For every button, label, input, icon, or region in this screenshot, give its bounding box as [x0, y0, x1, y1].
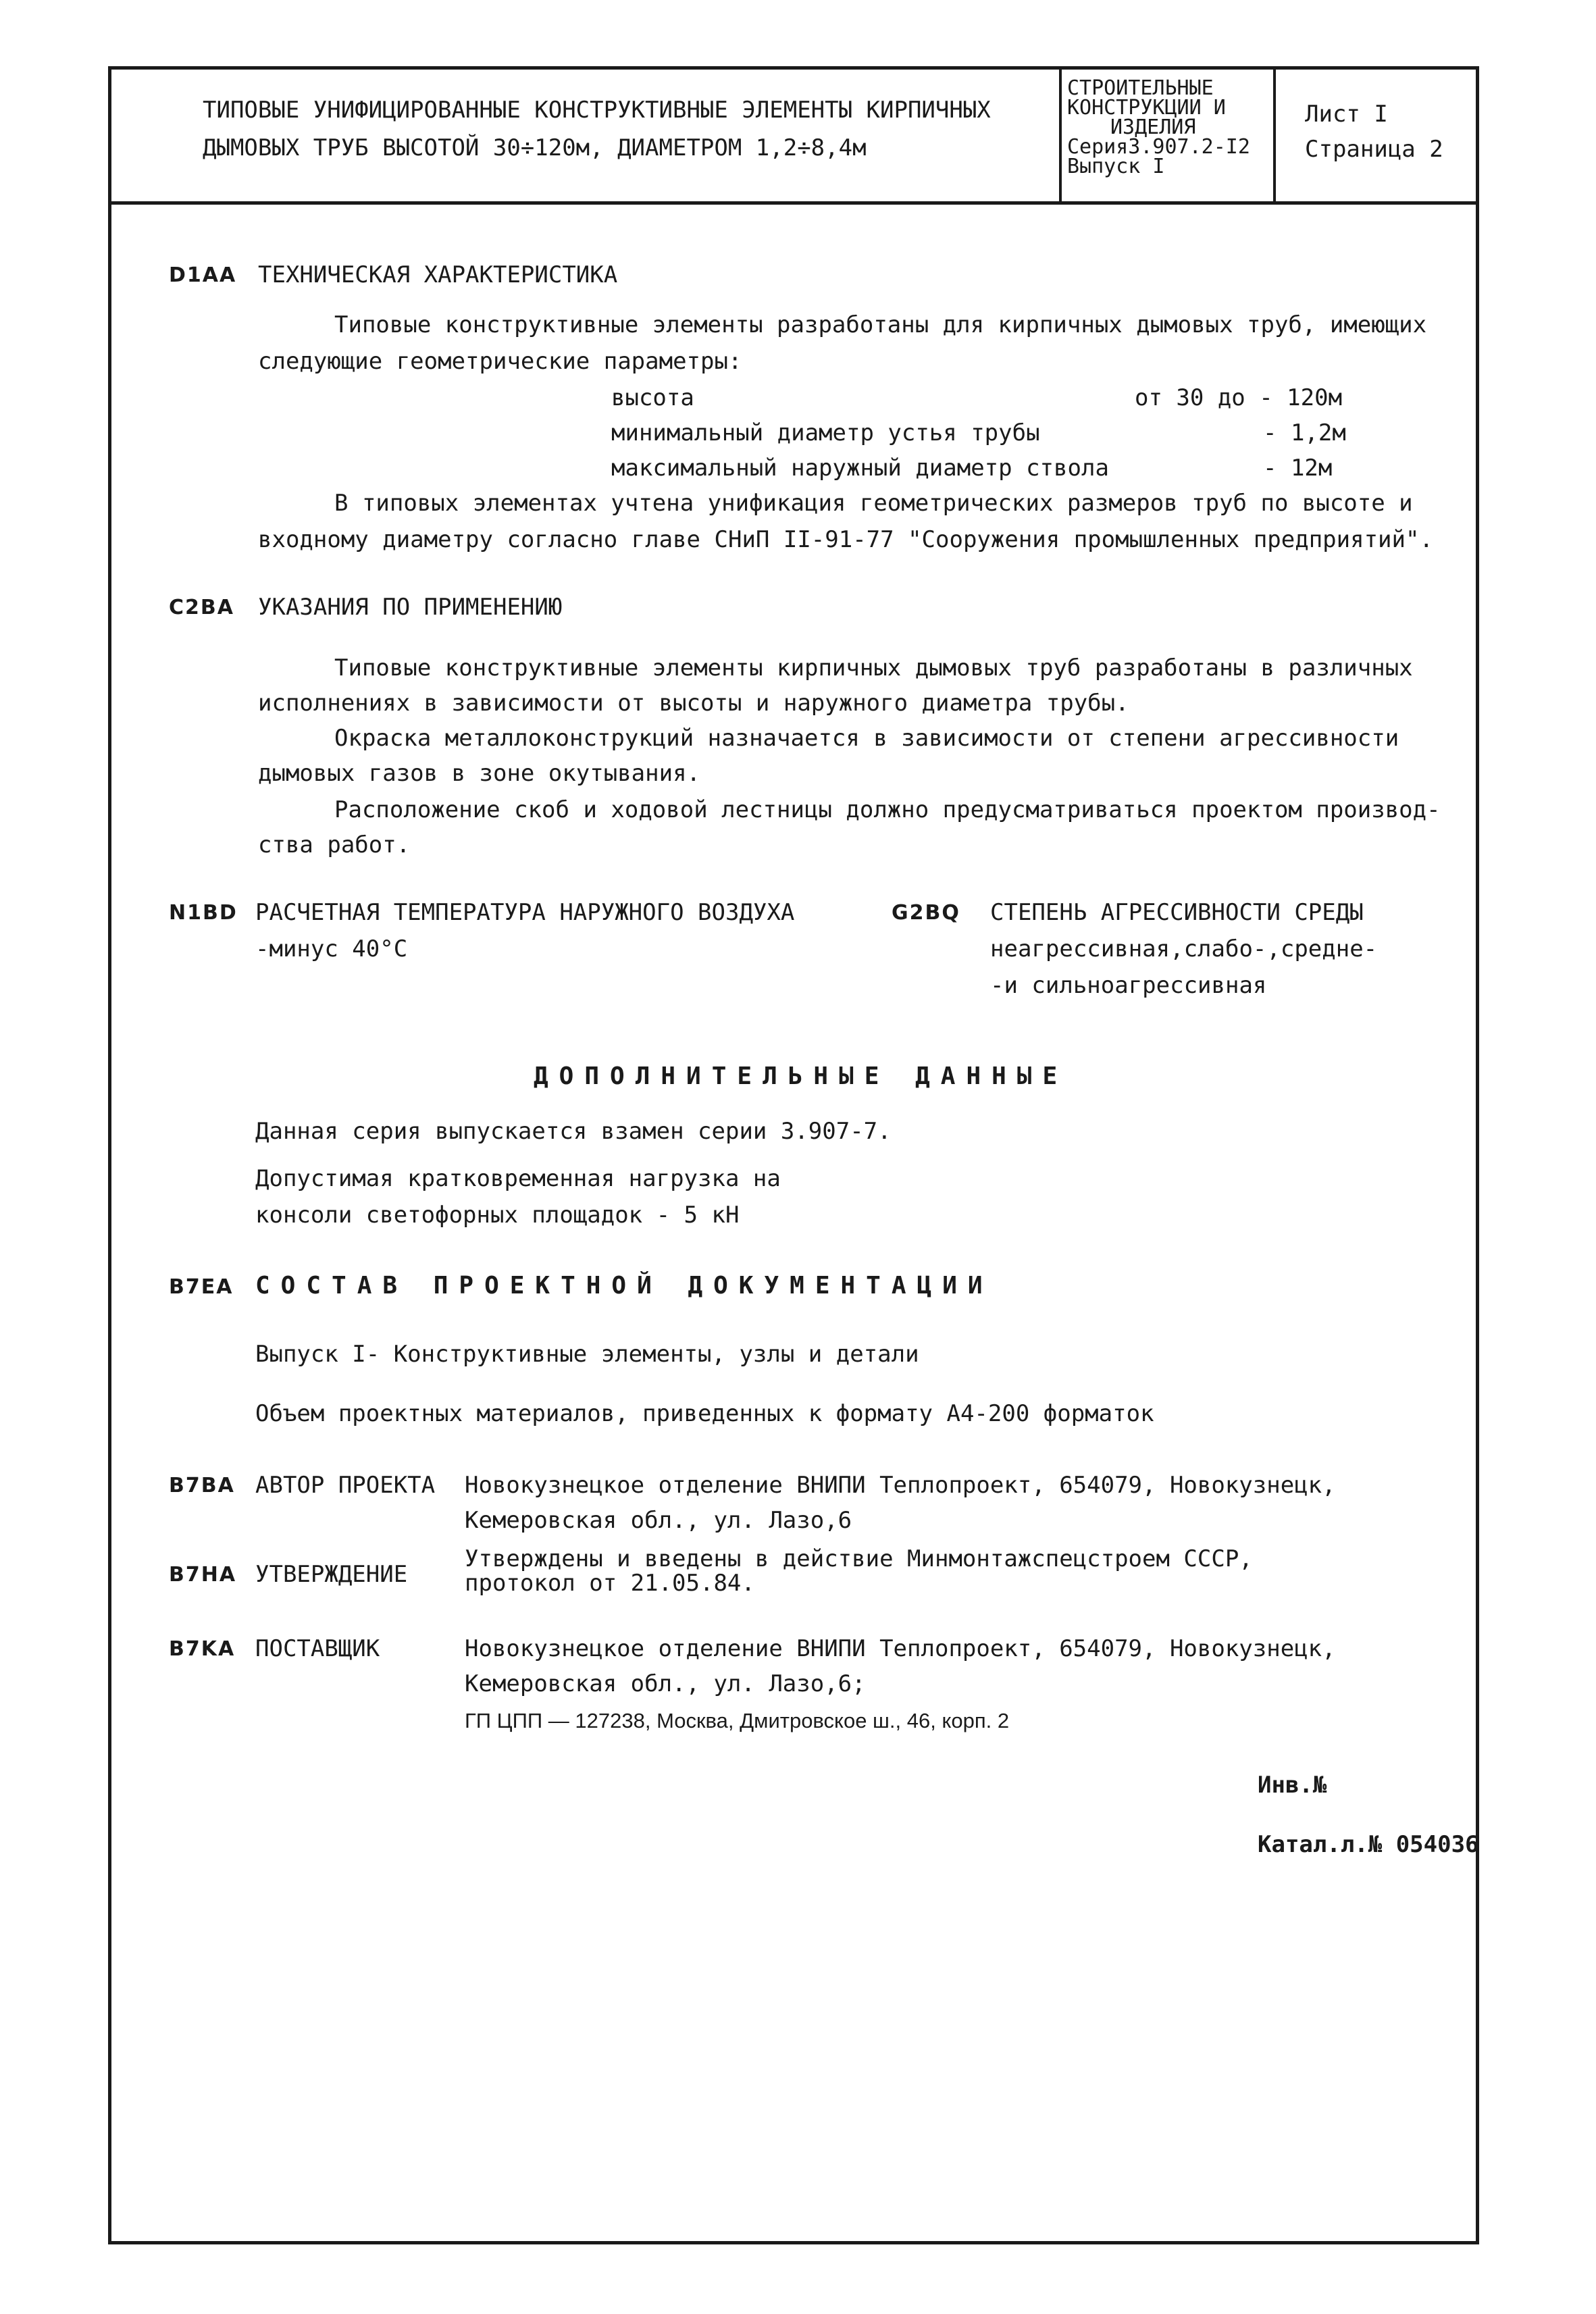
sec1-title: ТЕХНИЧЕСКАЯ ХАРАКТЕРИСТИКА	[258, 261, 618, 288]
approval-label: УТВЕРЖДЕНИЕ	[255, 1561, 408, 1588]
supplier-code: B7KA	[169, 1637, 236, 1661]
sec4-title: СТЕПЕНЬ АГРЕССИВНОСТИ СРЕДЫ	[990, 899, 1364, 926]
header-separator-1	[1059, 66, 1062, 205]
composition-line2: Объем проектных материалов, приведенных к формату А4-200 форматок	[255, 1400, 1154, 1427]
sec3-code: N1BD	[169, 901, 238, 925]
sec2-para2-line2: дымовых газов в зоне окутывания.	[258, 760, 701, 787]
approval-line1: Утверждены и введены в действие Минмонтажспецстроем СССР,	[465, 1545, 1253, 1572]
sec3-title: РАСЧЕТНАЯ ТЕМПЕРАТУРА НАРУЖНОГО ВОЗДУХА	[255, 899, 795, 926]
header-series-block	[1067, 78, 1250, 176]
page-number: Страница 2	[1305, 136, 1443, 163]
supplier-line1: Новокузнецкое отделение ВНИПИ Теплопроект, 654079, Новокузнецк,	[465, 1635, 1336, 1662]
series-line5: Выпуск I	[1067, 155, 1165, 178]
sheet-number: Лист I	[1305, 101, 1388, 128]
param-value-height: от 30 до - 120м	[1135, 384, 1343, 411]
header-title-line1: ТИПОВЫЕ УНИФИЦИРОВАННЫЕ КОНСТРУКТИВНЫЕ ЭЛЕМЕНТЫ КИРПИЧНЫХ	[203, 97, 991, 124]
sec2-code: C2BA	[169, 596, 234, 619]
sec4-code: G2BQ	[892, 901, 960, 925]
extra-line1: Данная серия выпускается взамен серии 3.907-7.	[255, 1118, 892, 1145]
series-line4: Серия3.907.2-I2	[1067, 135, 1250, 159]
header-title-line2: ДЫМОВЫХ ТРУБ ВЫСОТОЙ 30÷120м, ДИАМЕТРОМ 1,2÷8,4м	[203, 134, 867, 161]
sec2-para3-line2: ства работ.	[258, 831, 411, 858]
sec4-line1: неагрессивная,слабо-,средне-	[990, 935, 1378, 962]
composition-line1: Выпуск I- Конструктивные элементы, узлы и детали	[255, 1341, 919, 1368]
sec1-para2-line1: В типовых элементах учтена унификация геометрических размеров труб по высоте и	[334, 490, 1413, 517]
series-line3: ИЗДЕЛИЯ	[1110, 115, 1196, 139]
param-label-height: высота	[611, 384, 694, 411]
author-line2: Кемеровская обл., ул. Лазо,6	[465, 1507, 852, 1534]
author-label: АВТОР ПРОЕКТА	[255, 1472, 436, 1499]
series-line1: СТРОИТЕЛЬНЫЕ	[1067, 76, 1214, 100]
param-label-min-diameter: минимальный диаметр устья трубы	[611, 419, 1040, 446]
param-value-max-diameter: - 12м	[1263, 455, 1333, 482]
sec2-para3-line1: Расположение скоб и ходовой лестницы должно предусматриваться проектом производ-	[334, 796, 1441, 823]
composition-title: СОСТАВ ПРОЕКТНОЙ ДОКУМЕНТАЦИИ	[255, 1272, 994, 1300]
approval-line2: протокол от 21.05.84.	[465, 1570, 755, 1597]
sec2-para2-line1: Окраска металлоконструкций назначается в зависимости от степени агрессивности	[334, 725, 1399, 752]
author-line1: Новокузнецкое отделение ВНИПИ Теплопроект, 654079, Новокузнецк,	[465, 1472, 1336, 1499]
param-label-max-diameter: максимальный наружный диаметр ствола	[611, 455, 1109, 482]
catalog-number: Катал.л.№ 054036	[1258, 1831, 1479, 1858]
extra-line2: Допустимая кратковременная нагрузка на	[255, 1165, 781, 1192]
approval-code: B7HA	[169, 1563, 237, 1587]
sec1-para2-line2: входному диаметру согласно главе СНиП II-91-77 "Сооружения промышленных предприятий".	[258, 526, 1433, 553]
sec2-para1-line1: Типовые конструктивные элементы кирпичных дымовых труб разработаны в различных	[334, 654, 1413, 682]
header-separator-2	[1273, 66, 1276, 205]
sec1-code: D1AA	[169, 263, 237, 287]
supplier-line3: ГП ЦПП — 127238, Москва, Дмитровское ш., 46, корп. 2	[465, 1709, 1010, 1732]
sec1-para1-line2: следующие геометрические параметры:	[258, 348, 742, 375]
composition-code: B7EA	[169, 1275, 234, 1299]
sec4-line2: -и сильноагрессивная	[990, 972, 1267, 999]
inventory-number: Инв.№	[1258, 1772, 1327, 1799]
param-value-min-diameter: - 1,2м	[1263, 419, 1346, 446]
extra-line3: консоли светофорных площадок - 5 кН	[255, 1202, 740, 1229]
extra-title: ДОПОЛНИТЕЛЬНЫЕ ДАННЫЕ	[534, 1062, 1069, 1090]
sec3-value: -минус 40°С	[255, 935, 408, 962]
supplier-label: ПОСТАВЩИК	[255, 1635, 380, 1662]
sec2-para1-line2: исполнениях в зависимости от высоты и наружного диаметра трубы.	[258, 690, 1129, 717]
author-code: B7BA	[169, 1474, 235, 1497]
supplier-line2: Кемеровская обл., ул. Лазо,6;	[465, 1670, 866, 1697]
sec1-para1-line1: Типовые конструктивные элементы разработаны для кирпичных дымовых труб, имеющих	[334, 311, 1427, 338]
series-line2: КОНСТРУКЦИИ И	[1067, 96, 1226, 120]
sec2-title: УКАЗАНИЯ ПО ПРИМЕНЕНИЮ	[258, 594, 563, 621]
